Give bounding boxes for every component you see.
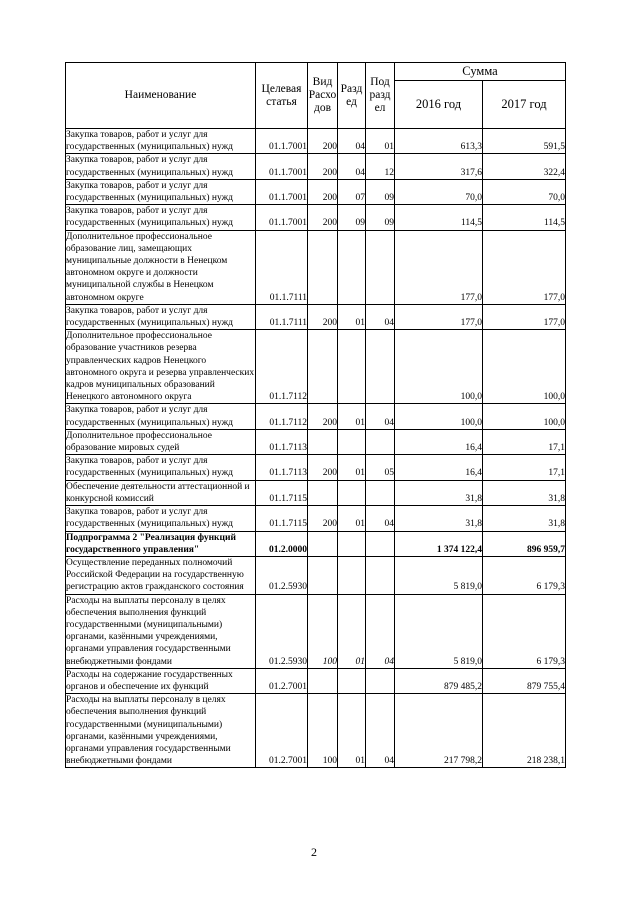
page-number: 2 (311, 845, 317, 859)
row-amount-2016: 177,0 (395, 230, 483, 304)
row-target-article: 01.1.7112 (256, 330, 308, 404)
table-row (66, 668, 566, 693)
row-amount-2016: 217 798,2 (395, 694, 483, 768)
row-target-article: 01.1.7001 (256, 129, 308, 154)
row-expense-type: 100 (308, 694, 338, 768)
row-amount-2016: 100,0 (395, 404, 483, 429)
row-expense-type: 100 (308, 594, 338, 668)
row-expense-type: 200 (308, 179, 338, 204)
row-amount-2017: 31,8 (483, 480, 566, 505)
row-target-article: 01.1.7115 (256, 506, 308, 531)
row-amount-2016: 879 485,2 (395, 668, 483, 693)
table-row (66, 480, 566, 505)
row-amount-2017: 879 755,4 (483, 668, 566, 693)
row-expense-type: 200 (308, 154, 338, 179)
row-expense-type: 200 (308, 129, 338, 154)
row-section: 01 (338, 455, 366, 480)
row-name: Дополнительное профессиональное образование лиц, замещающих муниципальные должности в Ненецком автономном округе и должности муниципальной службы в Ненецком автономном округе (66, 230, 256, 304)
row-name: Закупка товаров, работ и услуг для государственных (муниципальных) нужд (66, 404, 256, 429)
row-amount-2016: 5 819,0 (395, 594, 483, 668)
row-expense-type (308, 556, 338, 594)
row-section: 01 (338, 594, 366, 668)
row-amount-2017: 322,4 (483, 154, 566, 179)
row-amount-2017: 17,1 (483, 455, 566, 480)
row-amount-2017: 6 179,3 (483, 594, 566, 668)
row-section: 01 (338, 694, 366, 768)
row-expense-type: 200 (308, 205, 338, 230)
row-amount-2017: 591,5 (483, 129, 566, 154)
row-name: Закупка товаров, работ и услуг для государственных (муниципальных) нужд (66, 154, 256, 179)
table-row (66, 129, 566, 154)
row-subsection: 05 (366, 455, 395, 480)
table-row (66, 694, 566, 768)
header-sum: Сумма (395, 63, 566, 81)
row-target-article: 01.2.5930 (256, 556, 308, 594)
row-amount-2016: 1 374 122,4 (395, 531, 483, 556)
row-name: Дополнительное профессиональное образование мировых судей (66, 429, 256, 454)
row-name: Осуществление переданных полномочий Российской Федерации на государственную регистрацию актов гражданского состояния (66, 556, 256, 594)
header-year-2017: 2017 год (483, 81, 566, 129)
row-target-article: 01.1.7111 (256, 304, 308, 329)
row-expense-type (308, 330, 338, 404)
row-name: Расходы на выплаты персоналу в целях обеспечения выполнения функций государственными (муниципальными) органами, казёнными учреждениями, органами управления государственными внебюджетными фондами (66, 694, 256, 768)
row-amount-2017: 17,1 (483, 429, 566, 454)
row-amount-2017: 31,8 (483, 506, 566, 531)
table-row (66, 455, 566, 480)
row-amount-2016: 317,6 (395, 154, 483, 179)
row-name: Обеспечение деятельности аттестационной и конкурсной комиссий (66, 480, 256, 505)
row-amount-2017: 896 959,7 (483, 531, 566, 556)
row-section: 09 (338, 205, 366, 230)
row-name: Закупка товаров, работ и услуг для государственных (муниципальных) нужд (66, 506, 256, 531)
row-section: 04 (338, 129, 366, 154)
row-subsection (366, 429, 395, 454)
row-target-article: 01.1.7113 (256, 455, 308, 480)
row-name: Закупка товаров, работ и услуг для государственных (муниципальных) нужд (66, 205, 256, 230)
row-section (338, 556, 366, 594)
table-row (66, 330, 566, 404)
row-name: Дополнительное профессиональное образование участников резерва управленческих кадров Ненецкого автономного округа и резерва управленческих кадров муниципальных образований Ненецкого автономного округа (66, 331, 255, 403)
row-section: 01 (338, 506, 366, 531)
row-section: 07 (338, 179, 366, 204)
row-section (338, 230, 366, 304)
row-section: 01 (338, 404, 366, 429)
row-amount-2017: 100,0 (483, 330, 566, 404)
row-amount-2017: 114,5 (483, 205, 566, 230)
row-amount-2016: 114,5 (395, 205, 483, 230)
row-expense-type: 200 (308, 455, 338, 480)
row-section (338, 330, 366, 404)
row-subsection (366, 330, 395, 404)
row-target-article: 01.1.7001 (256, 205, 308, 230)
row-subsection: 12 (366, 154, 395, 179)
table-row (66, 304, 566, 329)
row-expense-type (308, 480, 338, 505)
row-name: Закупка товаров, работ и услуг для государственных (муниципальных) нужд (66, 129, 256, 154)
row-amount-2017: 177,0 (483, 304, 566, 329)
row-section (338, 429, 366, 454)
header-subsection: Под разд ел (366, 63, 395, 129)
row-subsection: 04 (366, 304, 395, 329)
row-section (338, 668, 366, 693)
row-name: Закупка товаров, работ и услуг для государственных (муниципальных) нужд (66, 304, 256, 329)
row-amount-2016: 100,0 (395, 330, 483, 404)
table-row (66, 429, 566, 454)
row-name: Расходы на содержание государственных органов и обеспечение их функций (66, 668, 256, 693)
row-expense-type (308, 531, 338, 556)
row-name: Расходы на выплаты персоналу в целях обеспечения выполнения функций государственными (муниципальными) органами, казёнными учреждениями, органами управления государственными внебюджетными фондами (66, 594, 256, 668)
row-target-article: 01.2.5930 (256, 594, 308, 668)
table-row (66, 556, 566, 594)
row-subsection (366, 668, 395, 693)
row-subsection: 04 (366, 506, 395, 531)
row-target-article: 01.2.0000 (256, 531, 308, 556)
row-subsection: 04 (366, 404, 395, 429)
row-section: 04 (338, 154, 366, 179)
row-name: Закупка товаров, работ и услуг для государственных (муниципальных) нужд (66, 455, 256, 480)
row-subsection: 01 (366, 129, 395, 154)
row-expense-type (308, 668, 338, 693)
budget-table (65, 62, 566, 768)
row-target-article: 01.1.7113 (256, 429, 308, 454)
header-section: Разд ед (338, 63, 366, 129)
row-amount-2017: 100,0 (483, 404, 566, 429)
row-subsection: 09 (366, 179, 395, 204)
row-name: Подпрограмма 2 "Реализация функций государственного управления" (66, 531, 256, 556)
row-expense-type: 200 (308, 304, 338, 329)
row-amount-2016: 16,4 (395, 455, 483, 480)
table-row-subprogram (66, 531, 566, 556)
row-amount-2016: 31,8 (395, 480, 483, 505)
header-name: Наименование (66, 63, 256, 129)
table-row (66, 230, 566, 304)
row-target-article: 01.1.7112 (256, 404, 308, 429)
row-amount-2016: 16,4 (395, 429, 483, 454)
row-target-article: 01.2.7001 (256, 668, 308, 693)
row-amount-2016: 70,0 (395, 179, 483, 204)
row-target-article: 01.1.7001 (256, 179, 308, 204)
row-section (338, 480, 366, 505)
row-section: 01 (338, 304, 366, 329)
row-target-article: 01.1.7115 (256, 480, 308, 505)
row-amount-2016: 31,8 (395, 506, 483, 531)
row-amount-2016: 613,3 (395, 129, 483, 154)
row-subsection (366, 480, 395, 505)
row-target-article: 01.1.7111 (256, 230, 308, 304)
row-subsection (366, 556, 395, 594)
row-amount-2016: 177,0 (395, 304, 483, 329)
row-subsection: 09 (366, 205, 395, 230)
row-expense-type: 200 (308, 506, 338, 531)
row-amount-2016: 5 819,0 (395, 556, 483, 594)
row-subsection: 04 (366, 594, 395, 668)
row-amount-2017: 70,0 (483, 179, 566, 204)
row-section (338, 531, 366, 556)
row-target-article: 01.1.7001 (256, 154, 308, 179)
table-row (66, 506, 566, 531)
row-target-article: 01.2.7001 (256, 694, 308, 768)
row-amount-2017: 177,0 (483, 230, 566, 304)
header-year-2016: 2016 год (395, 81, 483, 129)
row-expense-type (308, 429, 338, 454)
table-row (66, 154, 566, 179)
table-row (66, 594, 566, 668)
row-subsection: 04 (366, 694, 395, 768)
row-expense-type: 200 (308, 404, 338, 429)
table-row (66, 205, 566, 230)
row-subsection (366, 531, 395, 556)
header-target-article: Целевая статья (256, 63, 308, 129)
table-row (66, 179, 566, 204)
row-amount-2017: 218 238,1 (483, 694, 566, 768)
row-name: Закупка товаров, работ и услуг для государственных (муниципальных) нужд (66, 179, 256, 204)
row-expense-type (308, 230, 338, 304)
row-amount-2017: 6 179,3 (483, 556, 566, 594)
table-row (66, 404, 566, 429)
header-expense-type: Вид Расхо дов (308, 63, 338, 129)
row-subsection (366, 230, 395, 304)
